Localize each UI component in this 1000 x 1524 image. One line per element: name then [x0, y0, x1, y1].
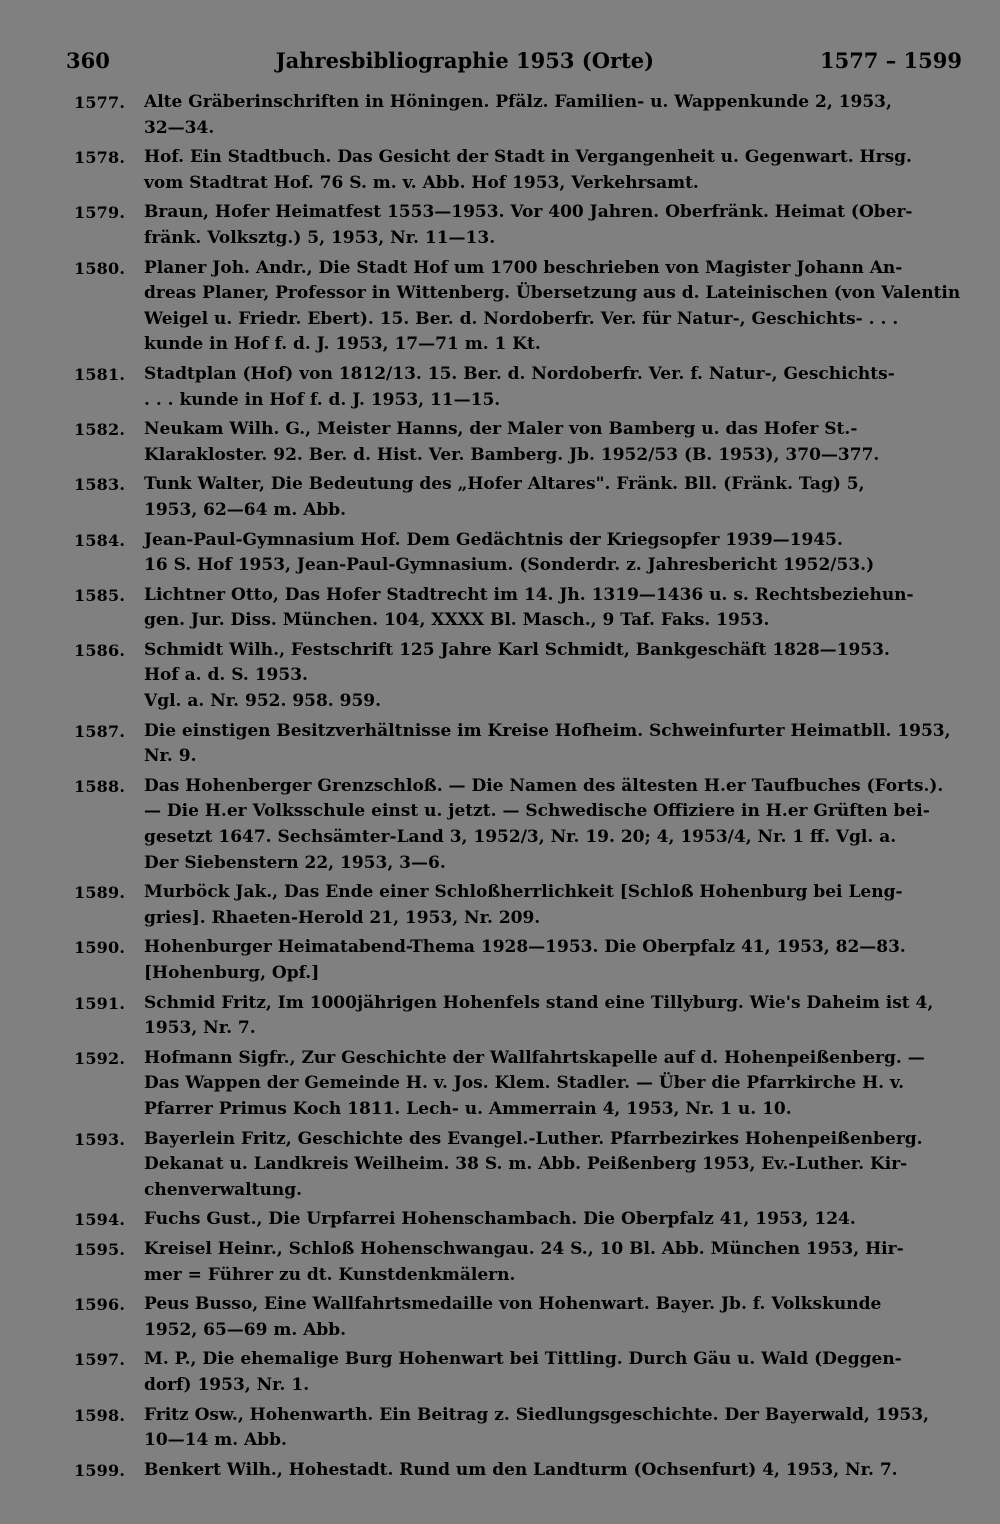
entry-text — [144, 719, 962, 770]
entry-number: 1588. — [74, 776, 126, 796]
entry-text-line: Der Siebenstern 22, 1953, 3—6. — [144, 852, 446, 873]
entry-text-line: 16 S. Hof 1953, Jean-Paul-Gymnasium. (Sonderdr. z. Jahresbericht 1952/53.) — [144, 555, 875, 576]
entry-text — [144, 935, 962, 986]
entry-text — [144, 90, 962, 141]
entry-text — [144, 1347, 962, 1398]
entry-text-line: vom Stadtrat Hof. 76 S. m. v. Abb. Hof 1953, Verkehrsamt. — [144, 172, 699, 193]
entry-text — [144, 880, 962, 931]
bibliography-entry — [74, 362, 962, 413]
entry-text-line: Vgl. a. Nr. 952. 958. 959. — [144, 691, 382, 712]
entry-text-line: Hof. Ein Stadtbuch. Das Gesicht der Stadt in Vergangenheit u. Gegenwart. Hrsg. — [144, 147, 912, 168]
entry-text-line: dreas Planer, Professor in Wittenberg. Übersetzung aus d. Lateinischen (von Valentin — [144, 283, 961, 304]
entry-text — [144, 1458, 962, 1484]
entry-text-line: Neukam Wilh. G., Meister Hanns, der Maler von Bamberg u. das Hofer St.- — [144, 419, 858, 440]
bibliography-entry — [74, 1127, 962, 1204]
entry-text-line: Nr. 9. — [144, 746, 197, 767]
entry-text — [144, 256, 962, 358]
entry-text-line: 1953, 62—64 m. Abb. — [144, 499, 347, 520]
entry-number: 1577. — [74, 93, 126, 112]
entry-text — [144, 991, 962, 1042]
entry-text — [144, 362, 962, 413]
entry-text-line: Jean-Paul-Gymnasium Hof. Dem Gedächtnis der Kriegsopfer 1939—1945. — [144, 529, 843, 550]
entry-text-line: Braun, Hofer Heimatfest 1553—1953. Vor 400 Jahren. Oberfränk. Heimat (Ober- — [144, 202, 913, 223]
bibliography-entry — [74, 90, 962, 141]
entry-number: 1585. — [74, 585, 126, 605]
entry-number: 1584. — [74, 530, 126, 550]
entry-number: 1593. — [74, 1129, 126, 1149]
bibliography-entry — [74, 256, 962, 358]
entry-text-line: 1953, Nr. 7. — [144, 1018, 256, 1039]
entry-range: 1577 – 1599 — [819, 48, 962, 73]
entry-text-line: mer = Führer zu dt. Kunstdenkmälern. — [144, 1264, 516, 1285]
entry-number: 1597. — [74, 1350, 126, 1370]
entry-number: 1580. — [74, 258, 126, 278]
entry-text-line: M. P., Die ehemalige Burg Hohenwart bei Tittling. Durch Gäu u. Wald (Deggen- — [144, 1349, 902, 1370]
entry-text — [144, 528, 962, 579]
entry-text-line: Lichtner Otto, Das Hofer Stadtrecht im 14. Jh. 1319—1436 u. s. Rechtsbeziehun- — [144, 584, 914, 605]
entry-text-line: kunde in Hof f. d. J. 1953, 17—71 m. 1 Kt. — [144, 334, 541, 355]
bibliography-entry — [74, 1292, 962, 1343]
entry-number: 1591. — [74, 993, 126, 1013]
entry-text-line: Benkert Wilh., Hohestadt. Rund um den Landturm (Ochsenfurt) 4, 1953, Nr. 7. — [144, 1459, 898, 1480]
entry-text-line: Hofmann Sigfr., Zur Geschichte der Wallfahrtskapelle auf d. Hohenpeißenberg. — — [144, 1047, 925, 1068]
entry-text-line: [Hohenburg, Opf.] — [144, 963, 320, 983]
entry-number: 1579. — [74, 203, 126, 223]
entry-text-line: Alte Gräberinschriften in Höningen. Pfälz. Familien- u. Wappenkunde 2, 1953, — [144, 92, 892, 112]
entry-number: 1589. — [74, 883, 126, 903]
entry-text — [144, 145, 962, 196]
entry-text-line: gen. Jur. Diss. München. 104, XXXX Bl. Masch., 9 Taf. Faks. 1953. — [144, 610, 770, 631]
entry-text-line: Tunk Walter, Die Bedeutung des „Hofer Altares". Fränk. Bll. (Fränk. Tag) 5, — [144, 474, 865, 495]
entry-text — [144, 774, 962, 876]
bibliography-entry — [74, 1458, 962, 1484]
bibliography-entry — [74, 145, 962, 196]
entry-number: 1599. — [74, 1460, 126, 1480]
entry-text — [144, 583, 962, 634]
entry-text — [144, 1207, 962, 1233]
entry-text-line: Weigel u. Friedr. Ebert). 15. Ber. d. Nordoberfr. Ver. für Natur-, Geschichts- . . . — [144, 308, 899, 329]
bibliography-entry — [74, 1046, 962, 1123]
entry-text-line: Murböck Jak., Das Ende einer Schloßherrlichkeit [Schloß Hohenburg bei Leng- — [144, 882, 903, 903]
entry-text-line: chenverwaltung. — [144, 1179, 303, 1200]
entry-text — [144, 1237, 962, 1288]
entry-number: 1595. — [74, 1239, 126, 1259]
bibliography-entry — [74, 583, 962, 634]
entry-number: 1587. — [74, 721, 126, 741]
entry-text-line: Dekanat u. Landkreis Weilheim. 38 S. m. Abb. Peißenberg 1953, Ev.-Luther. Kir- — [144, 1154, 908, 1175]
entry-text — [144, 1046, 962, 1123]
entry-list — [74, 90, 962, 1483]
bibliography-entry — [74, 880, 962, 931]
entry-text-line: 10—14 m. Abb. — [144, 1430, 287, 1451]
entry-text-line: Schmidt Wilh., Festschrift 125 Jahre Karl Schmidt, Bankgeschäft 1828—1953. — [144, 639, 890, 660]
entry-number: 1586. — [74, 640, 126, 660]
entry-text-line: Stadtplan (Hof) von 1812/13. 15. Ber. d. Nordoberfr. Ver. f. Natur-, Geschichts- — [144, 363, 895, 384]
bibliography-entry — [74, 417, 962, 468]
entry-text-line: Bayerlein Fritz, Geschichte des Evangel.-Luther. Pfarrbezirkes Hohenpeißenberg. — [144, 1128, 923, 1149]
entry-text-line: Schmid Fritz, Im 1000jährigen Hohenfels stand eine Tillyburg. Wie's Daheim ist 4, — [144, 992, 934, 1013]
entry-text-line: fränk. Volksztg.) 5, 1953, Nr. 11—13. — [144, 227, 496, 248]
entry-number: 1583. — [74, 475, 126, 495]
entry-number: 1596. — [74, 1295, 126, 1315]
bibliography-entry — [74, 1403, 962, 1454]
entry-number: 1594. — [74, 1210, 126, 1230]
entry-text — [144, 472, 962, 523]
entry-text — [144, 200, 962, 251]
entry-number: 1578. — [74, 148, 126, 168]
entry-text-line: Planer Joh. Andr., Die Stadt Hof um 1700 beschrieben von Magister Johann An- — [144, 257, 903, 278]
entry-text-line: gesetzt 1647. Sechsämter-Land 3, 1952/3, Nr. 19. 20; 4, 1953/4, Nr. 1 ff. Vgl. a. — [144, 827, 897, 848]
bibliography-entry — [74, 719, 962, 770]
bibliography-entry — [74, 472, 962, 523]
entry-text-line: Das Wappen der Gemeinde H. v. Jos. Klem. Stadler. — Über die Pfarrkirche H. v. — [144, 1073, 905, 1094]
bibliography-entry — [74, 638, 962, 715]
entry-text-line: — Die H.er Volksschule einst u. jetzt. — Schwedische Offiziere in H.er Grüften bei- — [144, 801, 930, 822]
entry-text-line: Kreisel Heinr., Schloß Hohenschwangau. 24 S., 10 Bl. Abb. München 1953, Hir- — [144, 1238, 904, 1259]
entry-text-line: Hohenburger Heimatabend-Thema 1928—1953. Die Oberpfalz 41, 1953, 82—83. — [144, 937, 906, 958]
entry-number: 1592. — [74, 1048, 126, 1068]
page-number: 360 — [66, 48, 110, 73]
bibliography-entry — [74, 528, 962, 579]
entry-text-line: dorf) 1953, Nr. 1. — [144, 1374, 310, 1395]
bibliography-entry — [74, 935, 962, 986]
page-title: Jahresbibliographie 1953 (Orte) — [275, 48, 655, 73]
entry-text-line: Pfarrer Primus Koch 1811. Lech- u. Ammerrain 4, 1953, Nr. 1 u. 10. — [144, 1098, 792, 1119]
entry-text — [144, 1127, 962, 1204]
bibliography-entry — [74, 1207, 962, 1233]
entry-number: 1598. — [74, 1405, 126, 1425]
entry-text-line: Peus Busso, Eine Wallfahrtsmedaille von Hohenwart. Bayer. Jb. f. Volkskunde — [144, 1294, 882, 1315]
bibliography-entry — [74, 1237, 962, 1288]
entry-text-line: 1952, 65—69 m. Abb. — [144, 1319, 347, 1340]
entry-text-line: Klarakloster. 92. Ber. d. Hist. Ver. Bamberg. Jb. 1952/53 (B. 1953), 370—377. — [144, 444, 880, 465]
entry-text-line: . . . kunde in Hof f. d. J. 1953, 11—15. — [144, 389, 501, 410]
entry-text-line: Die einstigen Besitzverhältnisse im Kreise Hofheim. Schweinfurter Heimatbll. 1953, — [144, 720, 951, 741]
entry-text — [144, 1292, 962, 1343]
bibliography-entry — [74, 991, 962, 1042]
entry-number: 1590. — [74, 938, 126, 958]
entry-text — [144, 638, 962, 715]
entry-text-line: Fuchs Gust., Die Urpfarrei Hohenschambach. Die Oberpfalz 41, 1953, 124. — [144, 1209, 856, 1230]
bibliography-entry — [74, 1347, 962, 1398]
entry-number: 1582. — [74, 420, 126, 440]
entry-text-line: gries]. Rhaeten-Herold 21, 1953, Nr. 209. — [144, 907, 541, 928]
bibliography-entry — [74, 774, 962, 876]
entry-text-line: Fritz Osw., Hohenwarth. Ein Beitrag z. Siedlungsgeschichte. Der Bayerwald, 1953, — [144, 1404, 929, 1425]
entry-text — [144, 417, 962, 468]
entry-text-line: Das Hohenberger Grenzschloß. — Die Namen des ältesten H.er Taufbuches (Forts.). — [144, 775, 944, 796]
entry-text-line: 32—34. — [144, 117, 215, 138]
entry-text — [144, 1403, 962, 1454]
page-header — [66, 48, 962, 88]
entry-text-line: Hof a. d. S. 1953. — [144, 665, 308, 686]
bibliography-entry — [74, 200, 962, 251]
entry-number: 1581. — [74, 364, 126, 384]
